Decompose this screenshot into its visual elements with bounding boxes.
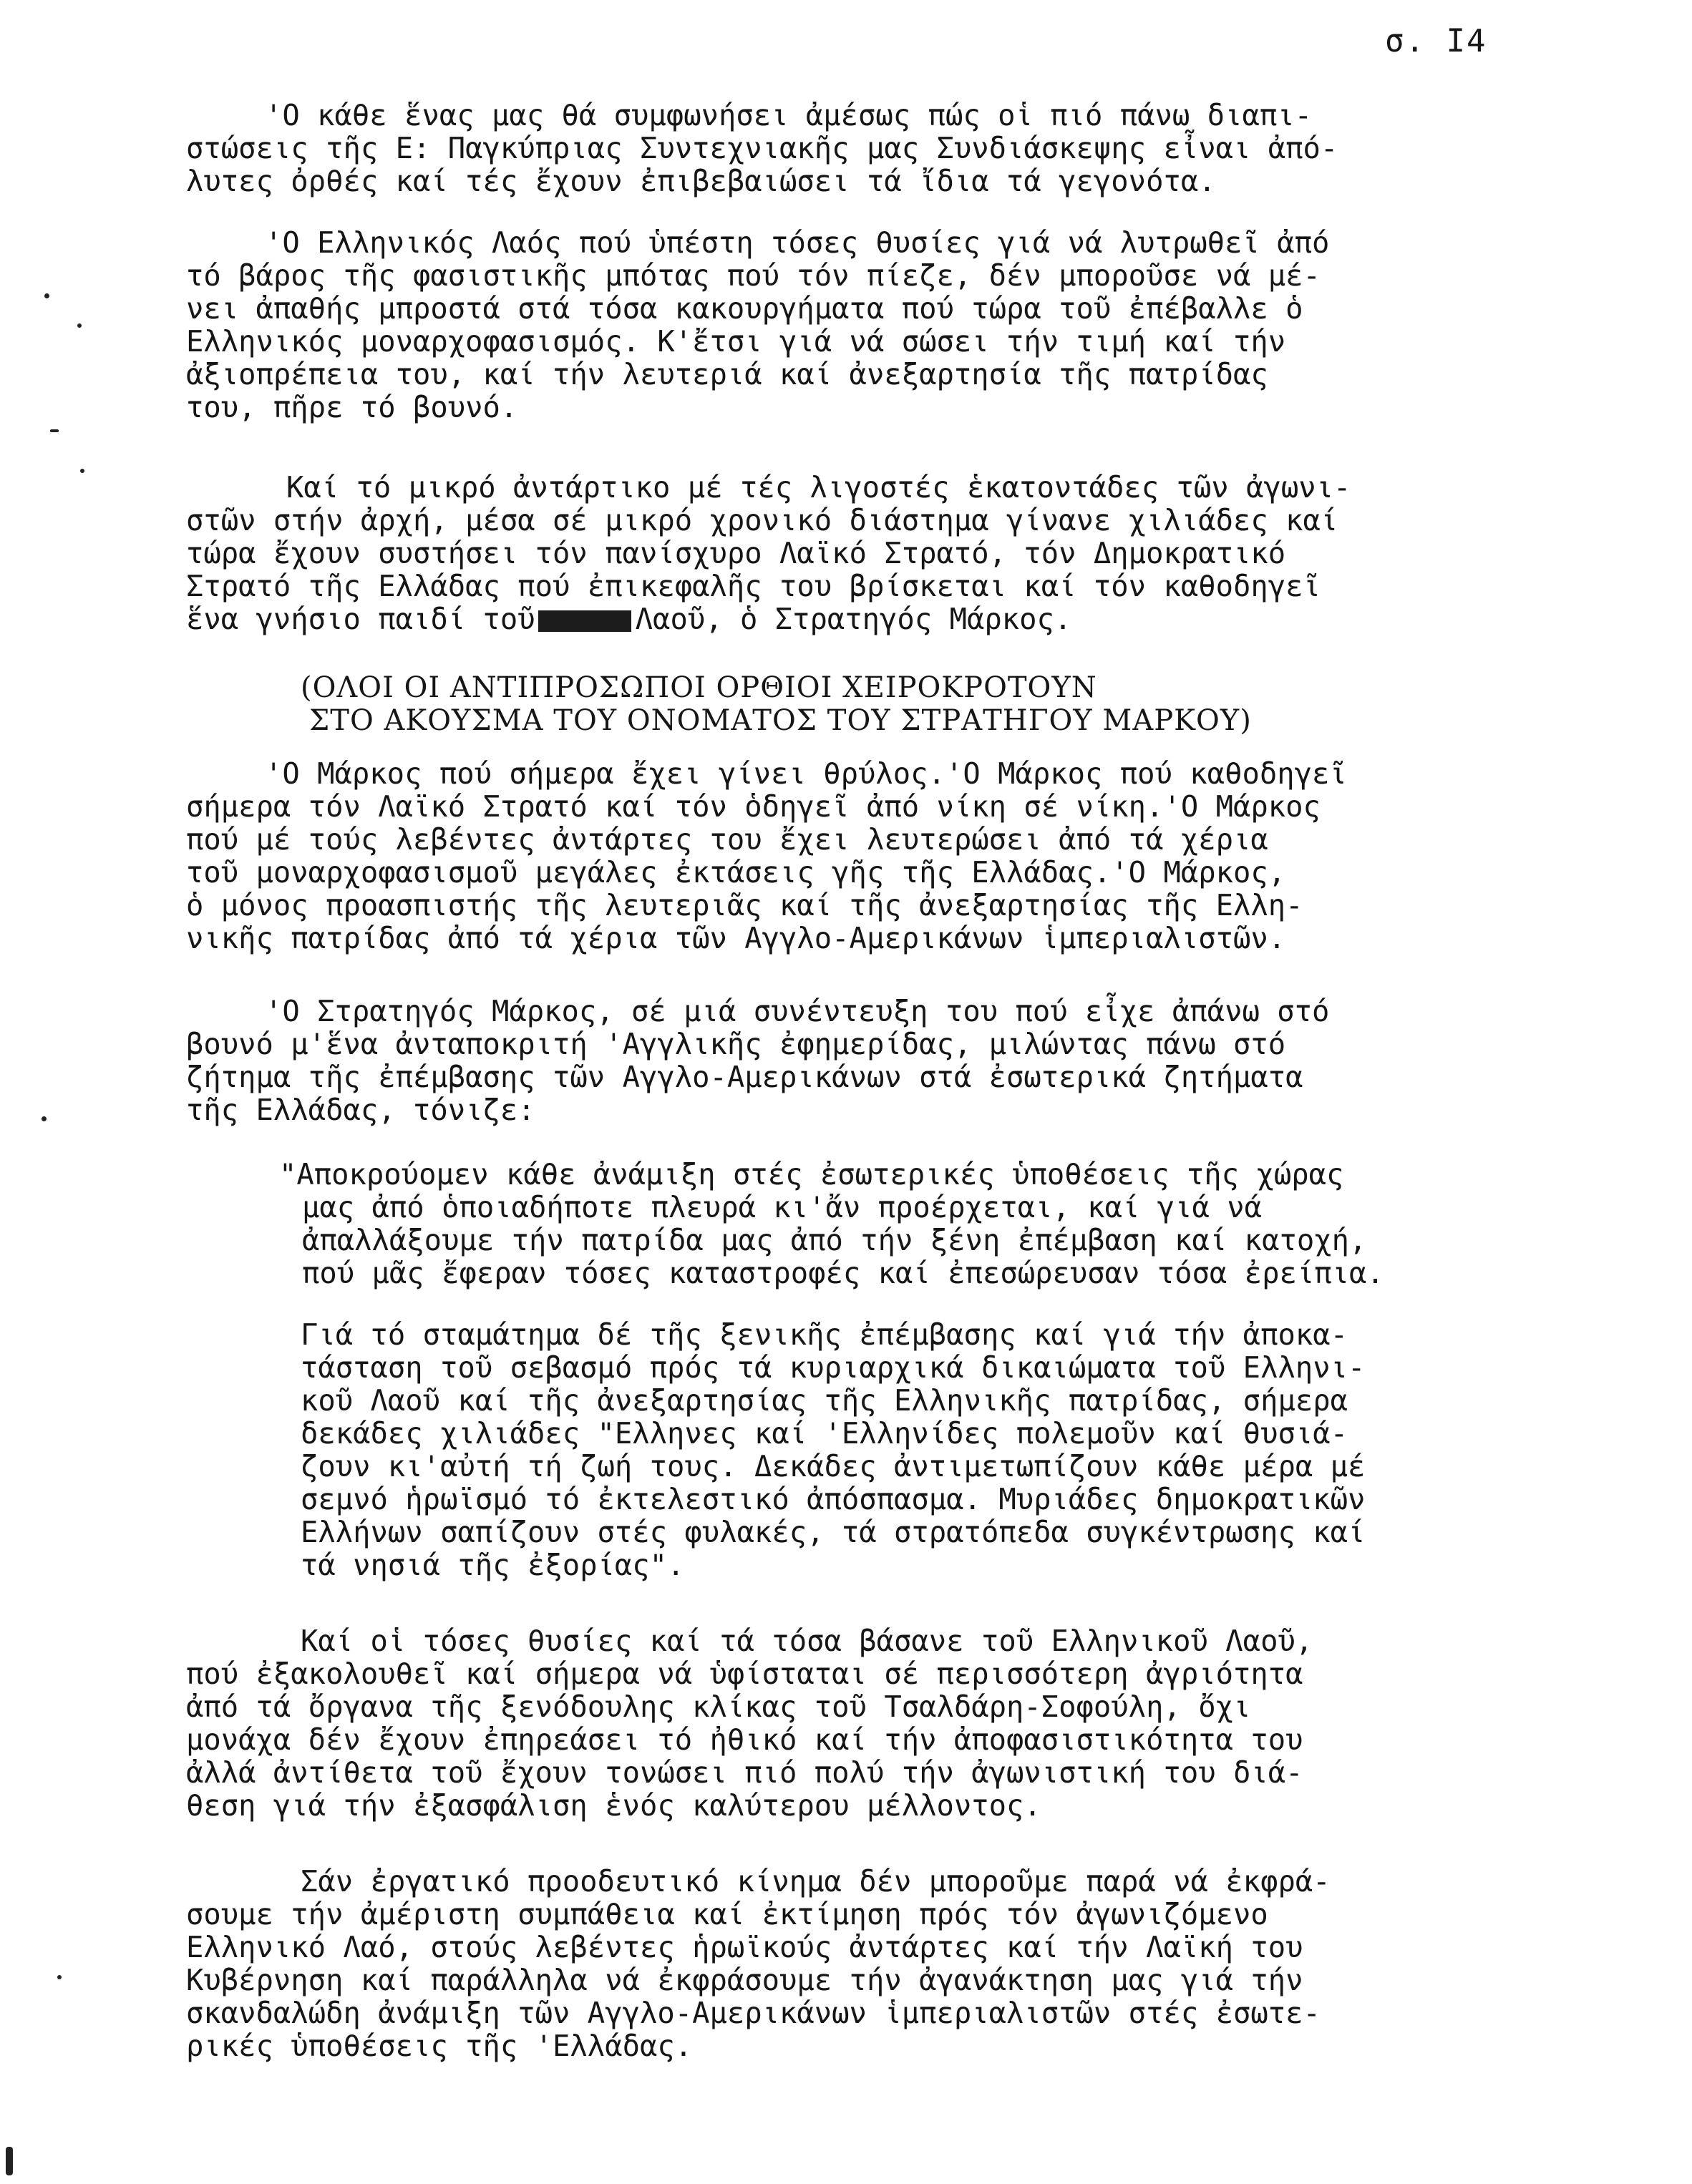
text-line: πού μᾶς ἔφεραν τόσες καταστροφές καί ἐπεσώρευσαν τόσα ἐρείπια. — [302, 1256, 1384, 1290]
text-line: 'Ο Ελληνικός Λαός πού ὑπέστη τόσες θυσίες γιά νά λυτρωθεῖ ἀπό — [265, 225, 1330, 260]
text-line: βουνό μ'ἕνα ἀνταποκριτή 'Αγγλικῆς ἐφημερίδας, μιλώντας πάνω στό — [186, 1027, 1286, 1061]
text-line: ὁ μόνος προασπιστής τῆς λευτεριᾶς καί τῆς ἀνεξαρτησίας τῆς Ελλη- — [186, 888, 1303, 922]
text-line: Γιά τό σταμάτημα δέ τῆς ξενικῆς ἐπέμβασης καί γιά τήν ἀποκα- — [301, 1317, 1348, 1352]
text-line: 'Ο Μάρκος πού σήμερα ἔχει γίνει θρύλος.'Ο Μάρκος πού καθοδηγεῖ — [265, 756, 1347, 791]
text-line: Στρατό τῆς Ελλάδας πού ἐπικεφαλῆς του βρίσκεται καί τόν καθοδηγεῖ — [186, 569, 1321, 603]
scan-speck — [6, 2147, 13, 2175]
scan-speck — [57, 1975, 62, 1979]
paragraph-5 — [186, 756, 1347, 955]
paragraph-9 — [186, 1624, 1313, 1823]
text-line: ΣΤΟ ΑΚΟΥΣΜΑ ΤΟΥ ΟΝΟΜΑΤΟΣ ΤΟΥ ΣΤΡΑΤΗΓΟΥ ΜΑΡΚΟΥ) — [309, 704, 1252, 737]
redaction-mark — [538, 610, 631, 632]
page-number: σ. Ι4 — [1385, 23, 1487, 59]
paragraph-1 — [186, 98, 1338, 198]
text-line: (ΟΛΟΙ ΟΙ ΑΝΤΙΠΡΟΣΩΠΟΙ ΟΡΘΙΟΙ ΧΕΙΡΟΚΡΟΤΟΥΝ — [301, 671, 1097, 704]
text-fragment: Λαοῦ, ὁ Στρατηγός Μάρκος. — [635, 602, 1072, 636]
text-line: ἀπαλλάξουμε τήν πατρίδα μας ἀπό τήν ξένη ἐπέμβαση καί κατοχή, — [302, 1223, 1367, 1257]
paragraph-3 — [186, 470, 1351, 636]
text-line: 'Ο Στρατηγός Μάρκος, σέ μιά συνέντευξη του πού εἶχε ἀπάνω στό — [265, 994, 1330, 1028]
text-line: σουμε τήν ἀμέριστη συμπάθεια καί ἐκτίμηση πρός τόν ἀγωνιζόμενο — [186, 1897, 1268, 1931]
text-line: λυτες ὀρθές καί τές ἔχουν ἐπιβεβαιώσει τά ἴδια τά γεγονότα. — [186, 164, 1216, 198]
scan-speck — [77, 323, 82, 328]
text-line: του, πῆρε τό βουνό. — [186, 390, 518, 424]
text-line: τοῦ μοναρχοφασισμοῦ μεγάλες ἐκτάσεις γῆς τῆς Ελλάδας.'Ο Μάρκος, — [186, 855, 1286, 889]
text-line: ζήτημα τῆς ἐπέμβασης τῶν Αγγλο-Αμερικάνων στά ἐσωτερικά ζητήματα — [186, 1060, 1303, 1094]
text-line: στῶν στήν ἀρχή, μέσα σέ μικρό χρονικό διάστημα γίνανε χιλιάδες καί — [186, 503, 1338, 537]
text-line: μας ἀπό ὁποιαδήποτε πλευρά κι'ἄν προέρχεται, καί γιά νά — [302, 1190, 1263, 1224]
quote-paragraph-2 — [301, 1318, 1365, 1581]
text-line: σκανδαλώδη ἀνάμιξη τῶν Αγγλο-Αμερικάνων ἱμπεριαλιστῶν στές ἐσωτε- — [186, 1996, 1321, 2030]
quote-paragraph-1 — [279, 1158, 1384, 1290]
text-line: νικῆς πατρίδας ἀπό τά χέρια τῶν Αγγλο-Αμερικάνων ἱμπεριαλιστῶν. — [186, 921, 1286, 955]
scan-speck — [44, 293, 49, 298]
text-line: τῆς Ελλάδας, τόνιζε: — [186, 1093, 535, 1127]
text-line: θεση γιά τήν ἐξασφάλιση ἑνός καλύτερου μέλλοντος. — [186, 1788, 1041, 1823]
text-line: Καί οἱ τόσες θυσίες καί τά τόσα βάσανε τοῦ Ελληνικοῦ Λαοῦ, — [301, 1624, 1313, 1658]
text-line: Καί τό μικρό ἀντάρτικο μέ τές λιγοστές ἑκατοντάδες τῶν ἀγωνι- — [286, 470, 1351, 504]
text-line: ρικές ὑποθέσεις τῆς 'Ελλάδας. — [186, 2029, 693, 2063]
text-line: τάσταση τοῦ σεβασμό πρός τά κυριαρχικά δικαιώματα τοῦ Ελληνι- — [301, 1350, 1366, 1385]
applause-note — [301, 671, 1252, 737]
scan-speck — [80, 469, 84, 473]
text-line — [186, 603, 1351, 635]
text-line: ἀλλά ἀντίθετα τοῦ ἔχουν τονώσει πιό πολύ τήν ἀγωνιστική του διά- — [186, 1755, 1303, 1790]
paragraph-10 — [186, 1864, 1331, 2063]
text-line: Ελληνικός μοναρχοφασισμός. Κ'ἔτσι γιά νά σώσει τήν τιμή καί τήν — [186, 324, 1286, 359]
text-line: τώρα ἔχουν συστήσει τόν πανίσχυρο Λαϊκό Στρατό, τόν Δημοκρατικό — [186, 536, 1286, 570]
text-line: Ελληνικό Λαό, στούς λεβέντες ἡρωϊκούς ἀντάρτες καί τήν Λαϊκή του — [186, 1930, 1303, 1964]
text-line: νει ἀπαθής μπροστά στά τόσα κακουργήματα πού τώρα τοῦ ἐπέβαλλε ὁ — [186, 291, 1303, 326]
text-line: σεμνό ἡρωϊσμό τό ἐκτελεστικό ἀπόσπασμα. Μυριάδες δημοκρατικῶν — [301, 1482, 1366, 1516]
text-line: Σάν ἐργατικό προοδευτικό κίνημα δέν μποροῦμε παρά νά ἐκφρά- — [301, 1864, 1331, 1898]
text-line: στώσεις τῆς Ε: Παγκύπριας Συντεχνιακῆς μας Συνδιάσκεψης εἶναι ἀπό- — [186, 131, 1338, 165]
text-line: 'Ο κάθε ἕνας μας θά συμφωνήσει ἀμέσως πώς οἱ πιό πάνω διαπι- — [265, 98, 1312, 132]
text-line: Ελλήνων σαπίζουν στές φυλακές, τά στρατόπεδα συγκέντρωσης καί — [301, 1515, 1366, 1549]
text-line: δεκάδες χιλιάδες "Ελληνες καί 'Ελληνίδες πολεμοῦν καί θυσιά- — [301, 1416, 1348, 1451]
text-line: ἀξιοπρέπεια του, καί τήν λευτεριά καί ἀνεξαρτησία τῆς πατρίδας — [186, 357, 1268, 391]
scan-speck — [42, 1116, 47, 1121]
text-fragment: ἕνα γνήσιο παιδί τοῦ — [186, 602, 535, 636]
paragraph-6 — [186, 994, 1330, 1127]
text-line: ζουν κι'αὐτή τή ζωή τους. Δεκάδες ἀντιμετωπίζουν κάθε μέρα μέ — [301, 1449, 1366, 1483]
scan-speck — [50, 429, 59, 432]
text-line: πού ἐξακολουθεῖ καί σήμερα νά ὑφίσταται σέ περισσότερη ἀγριότητα — [186, 1657, 1303, 1691]
text-line: πού μέ τούς λεβέντες ἀντάρτες του ἔχει λευτερώσει ἀπό τά χέρια — [186, 822, 1268, 857]
text-line: τό βάρος τῆς φασιστικῆς μπότας πού τόν πίεζε, δέν μποροῦσε νά μέ- — [186, 258, 1321, 293]
paragraph-2 — [186, 225, 1330, 424]
text-line: κοῦ Λαοῦ καί τῆς ἀνεξαρτησίας τῆς Ελληνικῆς πατρίδας, σήμερα — [301, 1383, 1348, 1418]
text-line: Κυβέρνηση καί παράλληλα νά ἐκφράσουμε τήν ἀγανάκτηση μας γιά τήν — [186, 1963, 1303, 1997]
text-line: τά νησιά τῆς ἐξορίας". — [301, 1548, 685, 1582]
text-line: μονάχα δέν ἔχουν ἐπηρεάσει τό ἠθικό καί τήν ἀποφασιστικότητα του — [186, 1722, 1303, 1757]
text-line: "Αποκρούομεν κάθε ἀνάμιξη στές ἐσωτερικές ὑποθέσεις τῆς χώρας — [279, 1157, 1344, 1191]
text-line: ἀπό τά ὄργανα τῆς ξενόδουλης κλίκας τοῦ Τσαλδάρη-Σοφούλη, ὄχι — [186, 1690, 1251, 1724]
text-line: σήμερα τόν Λαϊκό Στρατό καί τόν ὁδηγεῖ ἀπό νίκη σέ νίκη.'Ο Μάρκος — [186, 789, 1321, 824]
